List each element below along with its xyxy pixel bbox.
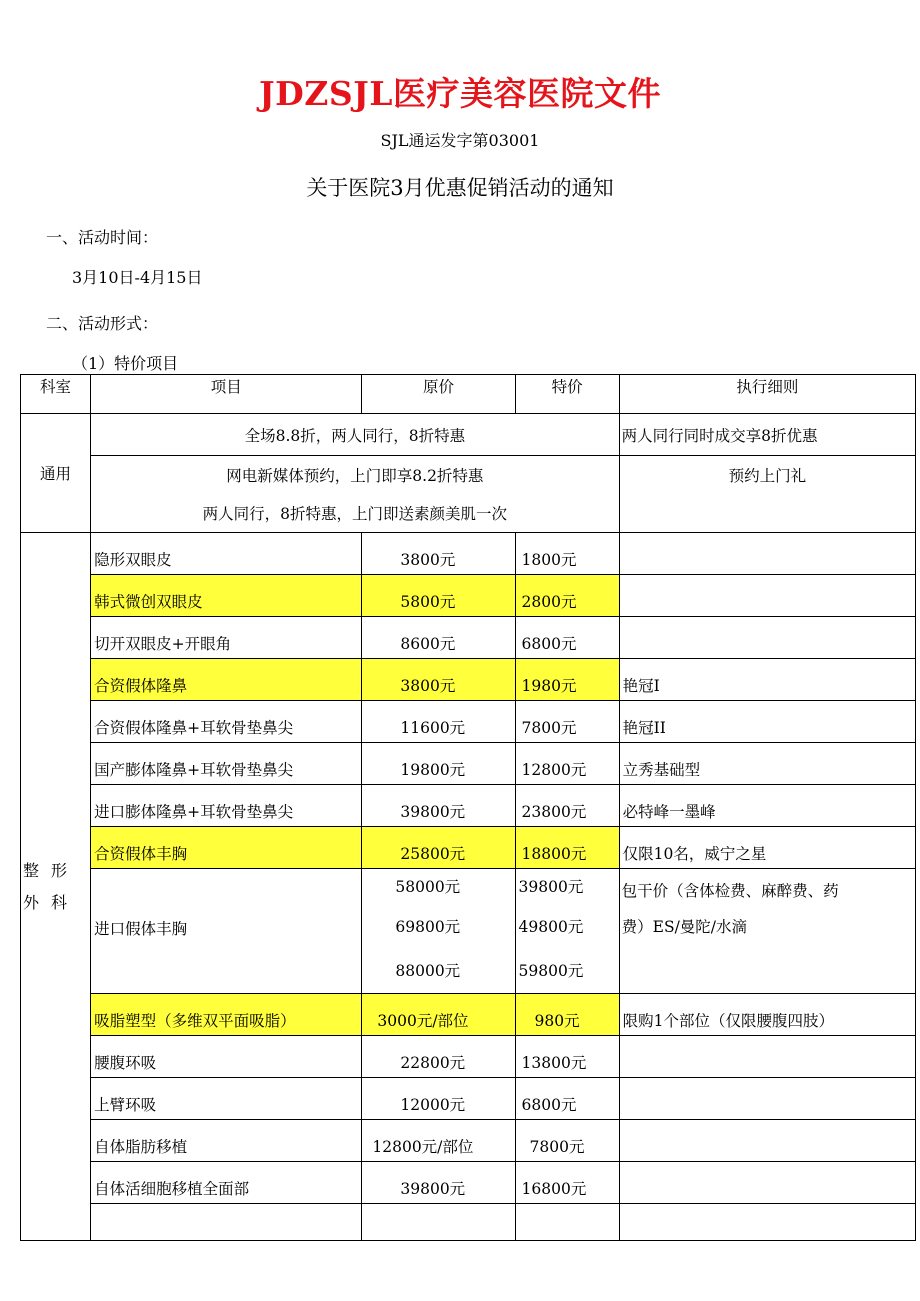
header-item: 项目 [91,375,362,414]
table-row [21,533,916,575]
special-price: 7800元 [521,719,577,737]
special-price: 1800元 [521,551,577,569]
special-price: 13800元 [521,1054,587,1072]
table-row [21,785,916,827]
detail-text [620,533,915,574]
table-row [21,1036,916,1078]
table-row-highlighted [21,659,916,701]
orig-price: 88000元 [395,962,461,980]
orig-price: 3000元/部位 [377,1012,469,1030]
plastic-dept-cell [21,533,91,1241]
orig-price: 12000元 [400,1096,466,1114]
detail-text [620,1120,915,1161]
detail-text [620,575,915,616]
item-name: 切开双眼皮+开眼角 [94,635,232,653]
detail-text [620,617,915,658]
plastic-dept-label: 整形外科 [23,860,80,912]
orig-price: 69800元 [395,918,461,936]
item-name: 上臂环吸 [94,1096,157,1114]
table-row [21,743,916,785]
detail-text: 必特峰一墨峰 [622,803,716,821]
promotion-table [20,374,916,1241]
detail-text: 限购1个部位（仅限腰腹四肢） [622,1012,835,1030]
special-price: 980元 [534,1012,580,1030]
general-dept-label: 通用 [40,465,72,483]
special-price: 1980元 [521,677,577,695]
table-row [21,617,916,659]
detail-text: 费）ES/曼陀/水滴 [621,918,748,936]
item-name: 合资假体隆鼻 [94,677,188,695]
special-items-heading: （1）特价项目 [72,354,179,373]
special-price: 12800元 [521,761,587,779]
special-price: 49800元 [518,918,584,936]
general-offer-cell-1: 全场8.8折，两人同行，8折特惠 [91,414,620,456]
special-price: 6800元 [521,635,577,653]
table-row-empty [21,1204,916,1241]
orig-price: 22800元 [400,1054,466,1072]
special-price: 2800元 [521,593,577,611]
special-price: 7800元 [529,1138,585,1156]
detail-text: 立秀基础型 [622,761,701,779]
special-price: 6800元 [521,1096,577,1114]
orig-price: 25800元 [400,845,466,863]
table-row-highlighted [21,575,916,617]
table-row-highlighted [21,827,916,869]
detail-text: 艳冠I [622,677,660,695]
special-price: 39800元 [518,878,584,896]
orig-price: 58000元 [395,878,461,896]
table-row [21,1162,916,1204]
header-special-price: 特价 [515,375,619,414]
detail-text [620,1162,915,1203]
table-row [21,1078,916,1120]
orig-price: 12800元/部位 [372,1138,474,1156]
general-detail-cell-1: 两人同行同时成交享8折优惠 [619,414,915,456]
item-name: 合资假体丰胸 [94,845,188,863]
notice-subject: 关于医院3月优惠促销活动的通知 [306,176,614,200]
header-orig-price: 原价 [362,375,515,414]
section-form-heading: 二、活动形式： [46,314,159,333]
orig-price: 5800元 [400,593,456,611]
orig-price: 3800元 [400,551,456,569]
table-row-breast-implant [21,869,916,994]
special-price: 16800元 [521,1180,587,1198]
item-name: 进口假体丰胸 [94,920,188,938]
header-dept: 科室 [21,375,91,414]
general-row-1 [21,414,916,456]
document-number: SJL通运发字第03001 [380,131,540,150]
item-name: 自体脂肪移植 [94,1138,188,1156]
table-row [21,701,916,743]
item-name: 韩式微创双眼皮 [94,593,203,611]
section-time-heading: 一、活动时间： [46,228,159,247]
orig-price: 19800元 [400,761,466,779]
orig-price: 11600元 [400,719,466,737]
orig-price: 3800元 [400,677,456,695]
special-price: 23800元 [521,803,587,821]
table-row-highlighted [21,994,916,1036]
table-row [21,1120,916,1162]
special-price: 59800元 [518,962,584,980]
detail-text: 仅限10名，威宁之星 [622,845,767,863]
item-name: 吸脂塑型（多维双平面吸脂） [94,1012,296,1030]
detail-text [620,1036,915,1077]
general-offer-cell-2: 网电新媒体预约，上门即享8.2折特惠 两人同行，8折特惠，上门即送素颜美肌一次 [91,456,620,533]
orig-price: 8600元 [400,635,456,653]
activity-period: 3月10日-4月15日 [72,268,203,287]
general-detail-cell-2: 预约上门礼 [619,456,915,533]
special-price: 18800元 [521,845,587,863]
item-name: 自体活细胞移植全面部 [94,1180,250,1198]
detail-text: 包干价（含体检费、麻醉费、药 [621,882,839,900]
item-name: 腰腹环吸 [94,1054,157,1072]
detail-text: 艳冠II [622,719,666,737]
general-dept-cell [21,414,91,533]
document-title: JDZSJL医疗美容医院文件 [259,74,661,113]
table-header-row [21,375,916,414]
detail-text [620,1078,915,1119]
item-name: 进口膨体隆鼻+耳软骨垫鼻尖 [94,803,294,821]
header-detail: 执行细则 [619,375,915,414]
orig-price: 39800元 [400,803,466,821]
orig-price: 39800元 [400,1180,466,1198]
item-name: 国产膨体隆鼻+耳软骨垫鼻尖 [94,761,294,779]
item-name: 合资假体隆鼻+耳软骨垫鼻尖 [94,719,294,737]
general-row-2 [21,456,916,533]
item-name: 隐形双眼皮 [94,551,172,569]
